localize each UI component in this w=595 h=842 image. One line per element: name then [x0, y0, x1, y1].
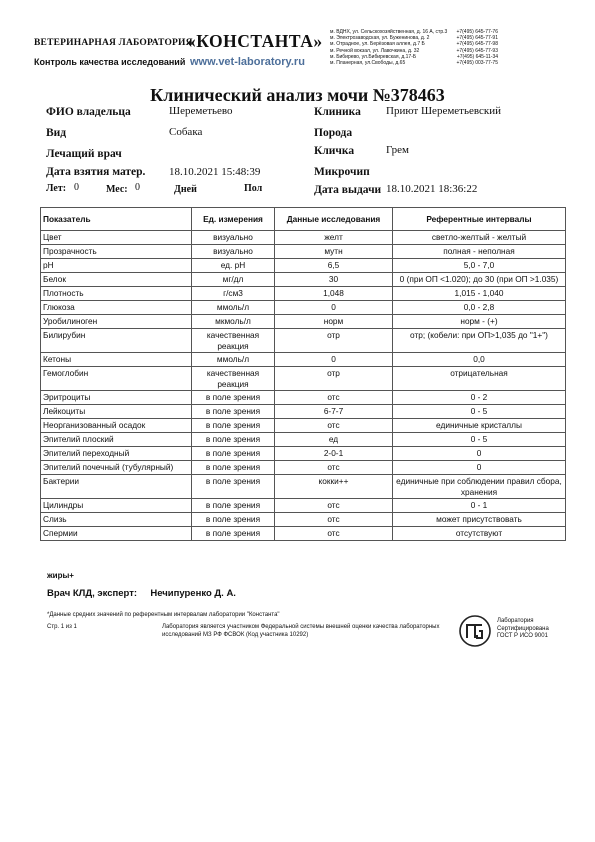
sample-date-label: Дата взятия матер. — [46, 166, 146, 178]
sex-label: Пол — [244, 183, 263, 194]
lab-website-link[interactable]: www.vet-laboratory.ru — [190, 56, 305, 68]
chip-label: Микрочип — [314, 166, 370, 178]
result-cell: отс — [275, 391, 393, 405]
issue-date-label: Дата выдачи — [314, 184, 382, 196]
issue-date-value: 18.10.2021 18:36:22 — [386, 183, 478, 195]
parameter-cell: pH — [41, 259, 192, 273]
species-value: Собака — [169, 126, 203, 138]
parameter-cell: Глюкоза — [41, 301, 192, 315]
column-header-parameter: Показатель — [41, 208, 192, 231]
unit-cell: качественная реакция — [192, 329, 275, 353]
reference-cell: 0 — [393, 461, 566, 475]
column-header-unit: Ед. измерения — [192, 208, 275, 231]
reference-cell: норм - (+) — [393, 315, 566, 329]
table-row — [41, 499, 566, 513]
address-text: м. ВДНХ, ул. Сельскохозяйственная, д. 16 А, стр.3 — [330, 29, 448, 35]
result-cell: 1,048 — [275, 287, 393, 301]
days-label: Дней — [174, 184, 197, 195]
unit-cell: в поле зрения — [192, 527, 275, 541]
certification-logo-icon — [458, 614, 492, 648]
table-row — [41, 301, 566, 315]
column-header-reference: Референтные интервалы — [393, 208, 566, 231]
page-number: Стр. 1 из 1 — [47, 624, 77, 630]
reference-cell: 1,015 - 1,040 — [393, 287, 566, 301]
address-phone: +7(495) 645-77-98 — [456, 41, 498, 48]
result-cell: 0 — [275, 353, 393, 367]
additional-note: жиры+ — [47, 571, 74, 580]
table-row — [41, 259, 566, 273]
unit-cell: в поле зрения — [192, 461, 275, 475]
unit-cell: в поле зрения — [192, 475, 275, 499]
result-cell: 6,5 — [275, 259, 393, 273]
parameter-cell: Эпителий плоский — [41, 433, 192, 447]
table-row — [41, 231, 566, 245]
table-row — [41, 527, 566, 541]
table-row — [41, 475, 566, 499]
table-row — [41, 315, 566, 329]
unit-cell: ммоль/л — [192, 353, 275, 367]
table-row — [41, 419, 566, 433]
years-value: 0 — [74, 182, 79, 193]
months-value: 0 — [135, 182, 140, 193]
address-text: м. Бибирево, ул.Бибиревская, д.17-Б — [330, 53, 417, 60]
parameter-cell: Плотность — [41, 287, 192, 301]
lab-subtitle: Контроль качества исследований — [34, 57, 186, 67]
doctor-label: Лечащий врач — [46, 148, 122, 160]
result-cell: мутн — [275, 245, 393, 259]
table-row — [41, 433, 566, 447]
signature — [47, 588, 236, 599]
reference-cell: единичные при соблюдении правил сбора, хранения — [393, 475, 566, 499]
table-row — [41, 287, 566, 301]
unit-cell: в поле зрения — [192, 391, 275, 405]
column-header-result: Данные исследования — [275, 208, 393, 231]
result-cell: кокки++ — [275, 475, 393, 499]
result-cell: желт — [275, 231, 393, 245]
address-text: м. Отрадное, ул. Берёзовая аллея, д.7 Б — [330, 41, 425, 48]
result-cell: отр — [275, 329, 393, 353]
parameter-cell: Цвет — [41, 231, 192, 245]
clinic-value: Приют Шереметьевский — [386, 105, 502, 117]
unit-cell: в поле зрения — [192, 447, 275, 461]
parameter-cell: Прозрачность — [41, 245, 192, 259]
result-cell: отс — [275, 461, 393, 475]
signature-name: Нечипуренко Д. А. — [150, 588, 236, 599]
cert-line: Сертифицирована — [497, 625, 549, 632]
breed-label: Порода — [314, 127, 353, 139]
address-text: м. Речной вокзал, ул. Лавочкина, д. 32 — [330, 47, 420, 54]
result-cell: 6-7-7 — [275, 405, 393, 419]
unit-cell: г/см3 — [192, 287, 275, 301]
result-cell: 0 — [275, 301, 393, 315]
address-list — [330, 29, 498, 66]
certification-text — [497, 618, 577, 641]
reference-cell: единичные кристаллы — [393, 419, 566, 433]
reference-cell: 0 - 2 — [393, 391, 566, 405]
unit-cell: в поле зрения — [192, 433, 275, 447]
result-cell: норм — [275, 315, 393, 329]
unit-cell: мкмоль/л — [192, 315, 275, 329]
address-row — [330, 60, 498, 66]
reference-cell: полная - неполная — [393, 245, 566, 259]
address-text: м. Планерная, ул.Свободы, д.65 — [330, 60, 406, 67]
reference-cell: 0,0 — [393, 353, 566, 367]
parameter-cell: Эпителий переходный — [41, 447, 192, 461]
result-cell: отс — [275, 513, 393, 527]
reference-cell: 0 — [393, 447, 566, 461]
reference-cell: 0,0 - 2,8 — [393, 301, 566, 315]
reference-cell: 0 - 1 — [393, 499, 566, 513]
years-label: Лет: — [46, 183, 67, 194]
unit-cell: качественная реакция — [192, 367, 275, 391]
result-cell: 2-0-1 — [275, 447, 393, 461]
table-row — [41, 245, 566, 259]
table-row — [41, 353, 566, 367]
reference-cell: отрицательная — [393, 367, 566, 391]
nickname-label: Кличка — [314, 145, 355, 157]
table-row — [41, 273, 566, 287]
address-phone: +7(495) 003-77-75 — [456, 60, 498, 67]
parameter-cell: Бактерии — [41, 475, 192, 499]
parameter-cell: Эритроциты — [41, 391, 192, 405]
unit-cell: мг/дл — [192, 273, 275, 287]
unit-cell: в поле зрения — [192, 499, 275, 513]
unit-cell: в поле зрения — [192, 419, 275, 433]
parameter-cell: Кетоны — [41, 353, 192, 367]
reference-cell: 0 - 5 — [393, 433, 566, 447]
disclaimer: *Данные средних значений по референтным интервалам лаборатории "Константа" — [47, 612, 280, 618]
result-cell: 30 — [275, 273, 393, 287]
table-row — [41, 461, 566, 475]
reference-cell: отсутствуют — [393, 527, 566, 541]
result-cell: отс — [275, 499, 393, 513]
owner-label: ФИО владельца — [46, 106, 131, 118]
sample-date-value: 18.10.2021 15:48:39 — [169, 166, 261, 178]
table-header-row — [41, 208, 566, 231]
table-row — [41, 329, 566, 353]
table-row — [41, 405, 566, 419]
parameter-cell: Гемоглобин — [41, 367, 192, 391]
report-title: Клинический анализ мочи №378463 — [150, 85, 445, 105]
parameter-cell: Цилиндры — [41, 499, 192, 513]
cert-line: ГОСТ Р ИСО 9001 — [497, 633, 548, 639]
parameter-cell: Неорганизованный осадок — [41, 419, 192, 433]
address-phone: +7(495) 645-77-91 — [456, 35, 498, 42]
unit-cell: визуально — [192, 245, 275, 259]
parameter-cell: Белок — [41, 273, 192, 287]
months-label: Мес: — [106, 184, 128, 195]
parameter-cell: Уробилиноген — [41, 315, 192, 329]
signature-label: Врач КЛД, эксперт: — [47, 588, 138, 599]
parameter-cell: Эпителий почечный (тубулярный) — [41, 461, 192, 475]
unit-cell: ед. pH — [192, 259, 275, 273]
address-phone: +7(495) 645-77-93 — [456, 47, 498, 54]
result-cell: ед — [275, 433, 393, 447]
table-row — [41, 391, 566, 405]
species-label: Вид — [46, 127, 67, 139]
results-table — [40, 207, 566, 541]
table-row — [41, 513, 566, 527]
table-row — [41, 367, 566, 391]
cert-line: Лаборатория — [497, 618, 534, 624]
table-row — [41, 447, 566, 461]
unit-cell: визуально — [192, 231, 275, 245]
address-phone: +7(495) 645-11-34 — [456, 53, 498, 60]
unit-cell: в поле зрения — [192, 513, 275, 527]
result-cell: отр — [275, 367, 393, 391]
lab-brand: «КОНСТАНТА» — [187, 31, 323, 51]
parameter-cell: Лейкоциты — [41, 405, 192, 419]
unit-cell: в поле зрения — [192, 405, 275, 419]
nickname-value: Грем — [386, 144, 410, 156]
reference-cell: 5,0 - 7,0 — [393, 259, 566, 273]
clinic-label: Клиника — [314, 106, 361, 118]
reference-cell: светло-желтый - желтый — [393, 231, 566, 245]
unit-cell: ммоль/л — [192, 301, 275, 315]
lab-name: ВЕТЕРИНАРНАЯ ЛАБОРАТОРИЯ — [34, 38, 193, 48]
parameter-cell: Спермии — [41, 527, 192, 541]
owner-value: Шереметьево — [169, 105, 233, 117]
address-text: м. Электрозаводская, ул. Буженинова, д. 2 — [330, 35, 430, 42]
reference-cell: 0 (при ОП <1.020); до 30 (при ОП >1.035) — [393, 273, 566, 287]
membership-text: Лаборатория является участником Федеральной системы внешней оценки качества лабораторных исследований МЗ РФ ФСВОК (Код участника 10292) — [162, 624, 440, 638]
parameter-cell: Слизь — [41, 513, 192, 527]
reference-cell: отр; (кобели: при ОП>1,035 до "1+") — [393, 329, 566, 353]
address-phone: +7(495) 645-77-76 — [456, 29, 498, 35]
result-cell: отс — [275, 527, 393, 541]
result-cell: отс — [275, 419, 393, 433]
reference-cell: может присутствовать — [393, 513, 566, 527]
reference-cell: 0 - 5 — [393, 405, 566, 419]
parameter-cell: Билирубин — [41, 329, 192, 353]
